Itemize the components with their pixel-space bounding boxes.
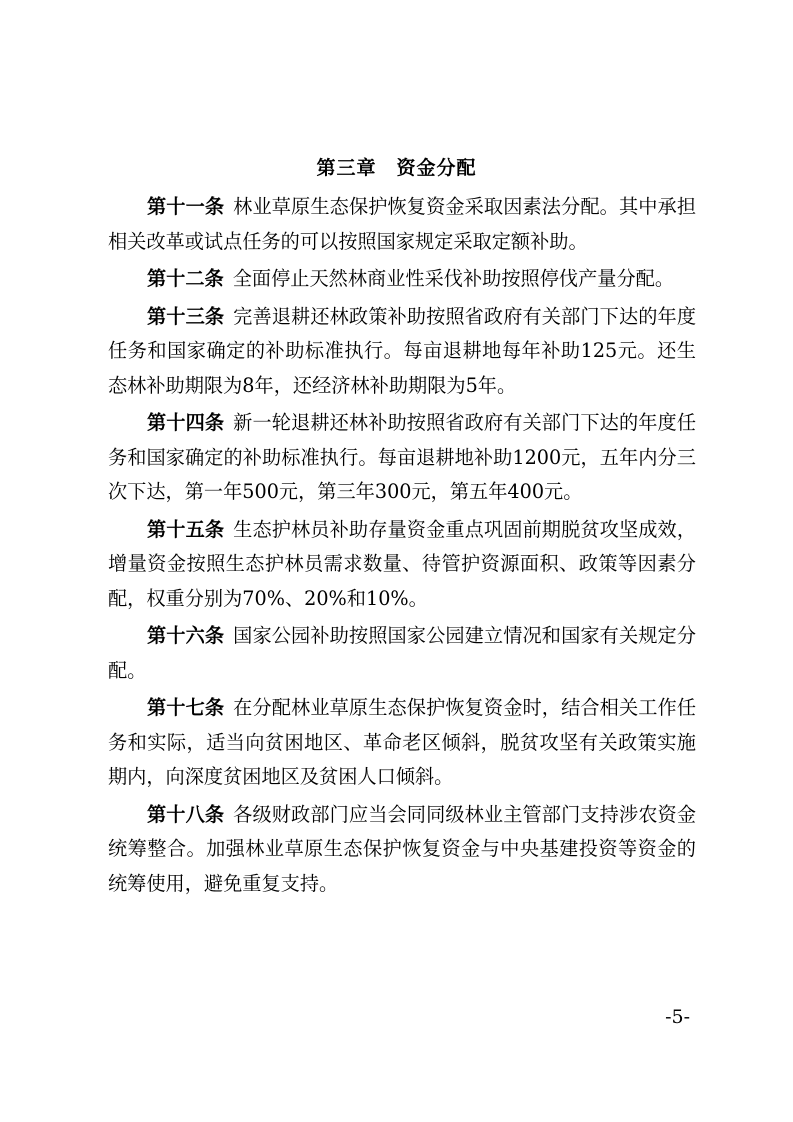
article-12	[108, 262, 696, 297]
page-number: -5-	[665, 1006, 690, 1028]
article-number: 第十五条	[147, 517, 225, 541]
article-number: 第十一条	[147, 195, 225, 218]
article-11	[108, 190, 696, 259]
article-list	[108, 190, 696, 904]
article-number: 第十六条	[147, 624, 225, 647]
article-text: 在分配林业草原生态保护恢复资金时，结合相关工作任务和实际，适当向贫困地区、革命老区倾斜，脱贫攻坚有关政策实施期内，向深度贫困地区及贫困人口倾斜。	[108, 696, 697, 788]
chapter-title: 第三章 资金分配	[316, 157, 477, 179]
article-number: 第十三条	[147, 304, 225, 328]
article-number: 第十七条	[147, 696, 225, 719]
article-17	[108, 691, 696, 795]
article-number: 第十四条	[147, 411, 225, 434]
article-15	[108, 513, 696, 617]
article-18	[108, 798, 696, 902]
article-number: 第十二条	[147, 267, 224, 290]
article-text: 全面停止天然林商业性采伐补助按照停伐产量分配。	[232, 267, 675, 290]
article-number: 第十八条	[147, 802, 225, 826]
article-text: 新一轮退耕还林补助按照省政府有关部门下达的年度任务和国家确定的补助标准执行。每亩退耕地补助1200元，五年内分三次下达，第一年500元，第三年300元，第五年400元。	[108, 411, 697, 503]
article-14	[108, 406, 696, 510]
article-13	[108, 300, 696, 404]
article-text: 完善退耕还林政策补助按照省政府有关部门下达的年度任务和国家确定的补助标准执行。每亩退耕地每年补助125元。还生态林补助期限为8年，还经济林补助期限为5年。	[108, 304, 697, 397]
article-text: 生态护林员补助存量资金重点巩固前期脱贫攻坚成效，增量资金按照生态护林员需求数量、待管护资源面积、政策等因素分配，权重分别为70%、20%和10%。	[108, 517, 697, 610]
article-text: 国家公园补助按照国家公园建立情况和国家有关规定分配。	[108, 624, 697, 682]
article-16	[108, 619, 696, 688]
article-text: 林业草原生态保护恢复资金采取因素法分配。其中承担相关改革或试点任务的可以按照国家规定采取定额补助。	[108, 195, 697, 253]
article-text: 各级财政部门应当会同同级林业主管部门支持涉农资金统筹整合。加强林业草原生态保护恢复资金与中央基建投资等资金的统筹使用，避免重复支持。	[108, 802, 697, 895]
